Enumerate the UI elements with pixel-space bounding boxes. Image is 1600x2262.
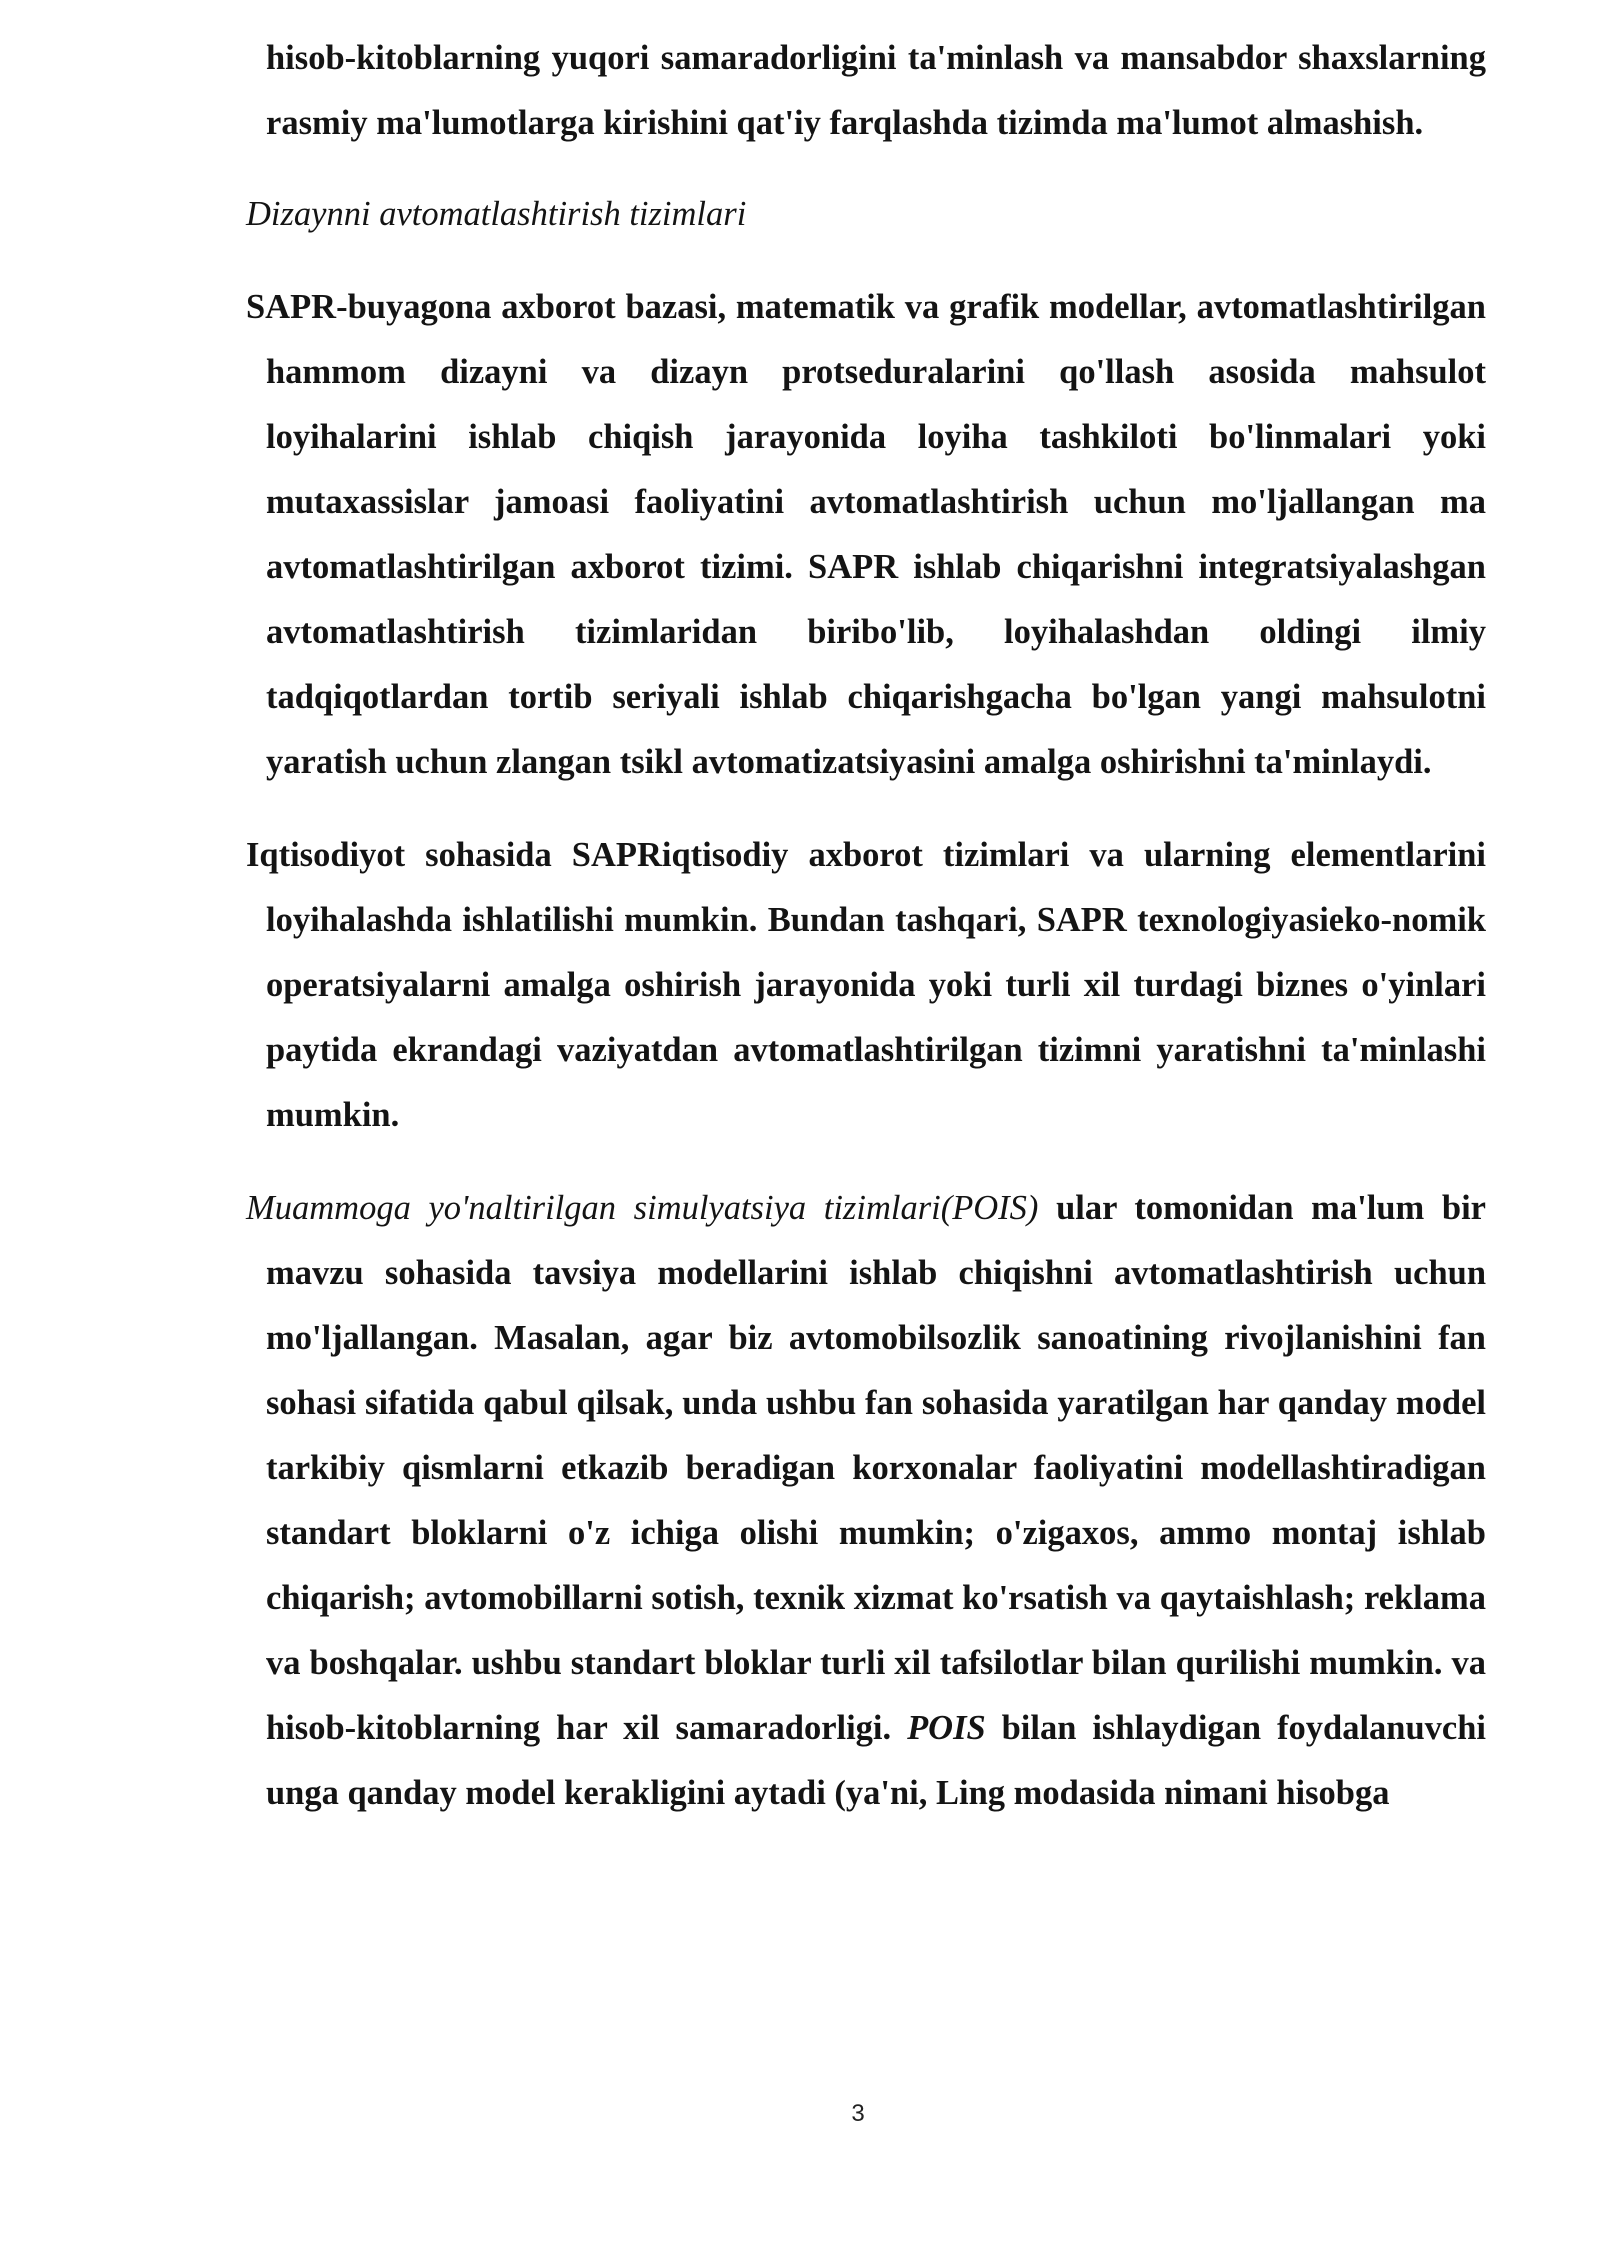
paragraph-iqtisodiyot: Iqtisodiyot sohasida SAPRiqtisodiy axborot tizimlari va ularning elementlarini loyihalashda ishlatilishi mumkin. Bundan tashqari, SAPR texnologiyasieko-nomik operatsiyalarni amalga oshirish jarayonida yoki turli xil turdagi biznes o'yinlari paytida ekrandagi vaziyatdan avtomatlashtirilgan tizimni yaratishni ta'minlashi mumkin. — [246, 836, 1486, 1134]
paragraph-pois — [246, 1176, 1486, 1826]
pois-inline-term: POIS — [907, 1709, 986, 1747]
document-body — [246, 26, 1486, 1854]
pois-term: Muammoga yo'naltirilgan simulyatsiya tizimlari(POIS) — [246, 1189, 1039, 1227]
paragraph-sapr: SAPR-buyagona axborot bazasi, matematik va grafik modellar, avtomatlashtirilgan hammom dizayni va dizayn protseduralarini qo'llash asosida mahsulot loyihalarini ishlab chiqish jarayonida loyiha tashkiloti bo'linmalari yoki mutaxassislar jamoasi faoliyatini avtomatlashtirish uchun mo'ljallangan ma avtomatlashtirilgan axborot tizimi. SAPR ishlab chiqarishni integratsiyalashgan avtomatlashtirish tizimlaridan biribo'lib, loyihalashdan oldingi ilmiy tadqiqotlardan tortib seriyali ishlab chiqarishgacha bo'lgan yangi mahsulotni yaratish uchun zlangan tsikl avtomatizatsiyasini amalga oshirishni ta'minlaydi. — [246, 288, 1486, 781]
page-number: 3 — [851, 2100, 865, 2127]
pois-text-part-1: ular tomonidan ma'lum bir mavzu sohasida tavsiya modellarini ishlab chiqishni avtomatlashtirish uchun mo'ljallangan. Masalan, agar biz avtomobilsozlik sanoatining rivojlanishini fan sohasi sifatida qabul qilsak, unda ushbu fan sohasida yaratilgan har qanday model tarkibiy qismlarni etkazib beradigan korxonalar faoliyatini modellashtiradigan standart bloklarni o'z ichiga olishi mumkin; o'zigaxos, ammo montaj ishlab chiqarish; avtomobillarni sotish, texnik xizmat ko'rsatish va qaytaishlash; reklama va boshqalar. ushbu standart bloklar turli xil tafsilotlar bilan qurilishi mumkin. va hisob-kitoblarning har xil samaradorligi. — [266, 1189, 1486, 1747]
section-heading: Dizaynni avtomatlashtirish tizimlari — [246, 195, 747, 233]
pois-text-part-2: bilan ishlaydigan foydalanuvchi unga qanday model kerakligini aytadi (ya'ni, Ling modasida nimani hisobga — [266, 1709, 1486, 1812]
paragraph-continued: hisob-kitoblarning yuqori samaradorligini ta'minlash va mansabdor shaxslarning rasmiy ma'lumotlarga kirishini qat'iy farqlashda tizimda ma'lumot almashish. — [266, 39, 1486, 142]
